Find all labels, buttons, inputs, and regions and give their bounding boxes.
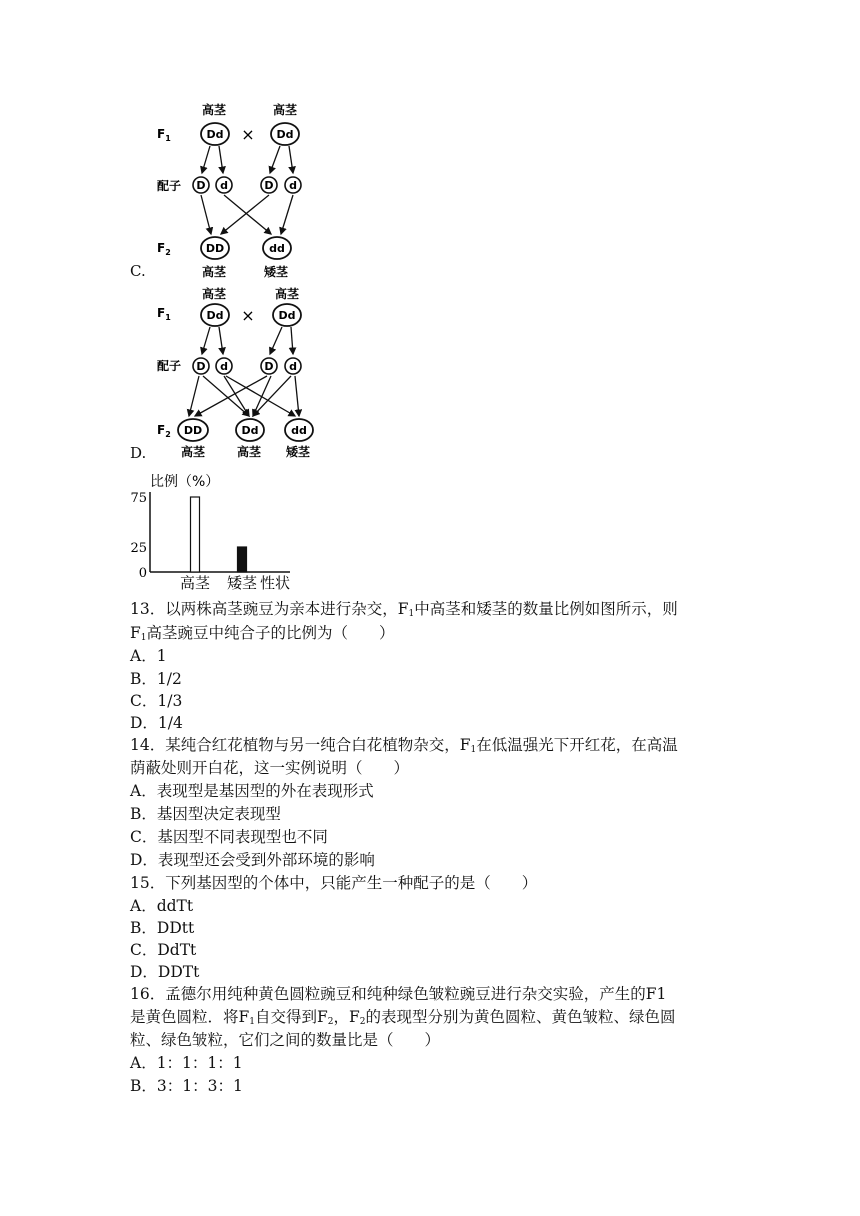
question-16-option-b: B．3：1：3：1 — [130, 1077, 243, 1095]
gen-f1-label: $F_1$ — [157, 306, 171, 322]
question-13-option-a: A．1 — [130, 647, 167, 665]
bar-tall — [191, 497, 200, 572]
cross-diagram-d — [155, 284, 330, 462]
option-d-label: D. — [130, 444, 147, 462]
cross-symbol: × — [241, 125, 255, 144]
question-13-stem-line-2: $F_1$高茎豌豆中纯合子的比例为（ ） — [130, 624, 395, 643]
parent-right-genotype: Dd — [276, 128, 294, 141]
gen-f2-label: $F_2$ — [157, 241, 171, 257]
question-15-option-d: D．DDTt — [130, 963, 200, 981]
gen-f1-label: $F_1$ — [157, 127, 171, 143]
parent-right-genotype: Dd — [278, 309, 296, 322]
gen-f2-label: $F_2$ — [157, 423, 171, 439]
bar-short — [238, 547, 247, 572]
question-16-stem-line-1: 16．孟德尔用纯种黄色圆粒豌豆和纯种绿色皱粒豌豆进行杂交实验，产生的F1 — [130, 985, 667, 1003]
y-tick-label: 75 — [130, 491, 147, 506]
chart-ylabel: 比例（%） — [150, 474, 220, 490]
offspring-genotype: DD — [183, 424, 203, 437]
y-tick-label: 0 — [138, 566, 147, 581]
parent-right-phenotype: 高茎 — [273, 103, 298, 117]
offspring-phenotype: 矮茎 — [264, 265, 289, 279]
question-15-option-c: C．DdTt — [130, 941, 197, 959]
gamete: d — [220, 360, 228, 373]
gamete: D — [264, 179, 274, 192]
question-14-option-b: B．基因型决定表现型 — [130, 805, 281, 823]
question-15-stem: 15．下列基因型的个体中，只能产生一种配子的是（ ） — [130, 874, 538, 892]
parent-left-genotype: Dd — [206, 309, 224, 322]
chart-xlabel: 性状 — [260, 574, 291, 592]
gamete: d — [289, 360, 297, 373]
question-14-option-a: A．表现型是基因型的外在表现形式 — [130, 782, 374, 800]
gamete: D — [196, 360, 206, 373]
question-14-stem-line-1: 14．某纯合红花植物与另一纯合白花植物杂交，$F_1$在低温强光下开红花，在高温 — [130, 736, 678, 755]
parent-left-phenotype: 高茎 — [202, 103, 227, 117]
question-13-option-d: D．1/4 — [130, 714, 183, 732]
question-14-option-c: C．基因型不同表现型也不同 — [130, 828, 328, 846]
question-16-stem-line-2: 是黄色圆粒．将$F_1$自交得到$F_2$，$F_2$的表现型分别为黄色圆粒、黄色皱粒、绿色圆 — [130, 1008, 676, 1027]
gen-gamete-label: 配子 — [157, 179, 182, 193]
offspring-genotype: dd — [291, 424, 307, 437]
offspring-genotype: Dd — [241, 424, 259, 437]
question-16-option-a: A．1：1：1：1 — [130, 1054, 243, 1072]
offspring-phenotype: 高茎 — [181, 445, 206, 459]
gen-gamete-label: 配子 — [157, 359, 182, 373]
y-tick-label: 25 — [130, 541, 147, 556]
question-14-option-d: D．表现型还会受到外部环境的影响 — [130, 851, 375, 869]
question-13-option-b: B．1/2 — [130, 670, 182, 688]
x-category-label: 高茎 — [179, 574, 211, 592]
question-15-option-a: A．ddTt — [130, 897, 194, 915]
ratio-bar-chart — [130, 470, 300, 595]
question-13-option-c: C．1/3 — [130, 692, 183, 710]
gamete: d — [289, 179, 297, 192]
offspring-genotype: DD — [205, 242, 225, 255]
parent-left-phenotype: 高茎 — [202, 287, 227, 301]
gamete: D — [196, 179, 206, 192]
gamete: d — [220, 179, 228, 192]
cross-diagram-c — [155, 100, 330, 282]
question-13-stem-line-1: 13．以两株高茎豌豆为亲本进行杂交，$F_1$中高茎和矮茎的数量比例如图所示，则 — [130, 600, 678, 619]
question-15-option-b: B．DDtt — [130, 919, 195, 937]
parent-left-genotype: Dd — [206, 128, 224, 141]
parent-right-phenotype: 高茎 — [275, 287, 300, 301]
x-category-label: 矮茎 — [226, 574, 258, 592]
offspring-phenotype: 高茎 — [202, 265, 227, 279]
offspring-phenotype: 高茎 — [237, 445, 262, 459]
offspring-phenotype: 矮茎 — [286, 445, 311, 459]
offspring-genotype: dd — [269, 242, 285, 255]
option-c-label: C. — [130, 262, 146, 280]
question-14-stem-line-2: 荫蔽处则开白花，这一实例说明（ ） — [130, 759, 410, 777]
question-16-stem-line-3: 粒、绿色皱粒，它们之间的数量比是（ ） — [130, 1031, 441, 1049]
cross-symbol: × — [241, 306, 255, 325]
gamete: D — [264, 360, 274, 373]
